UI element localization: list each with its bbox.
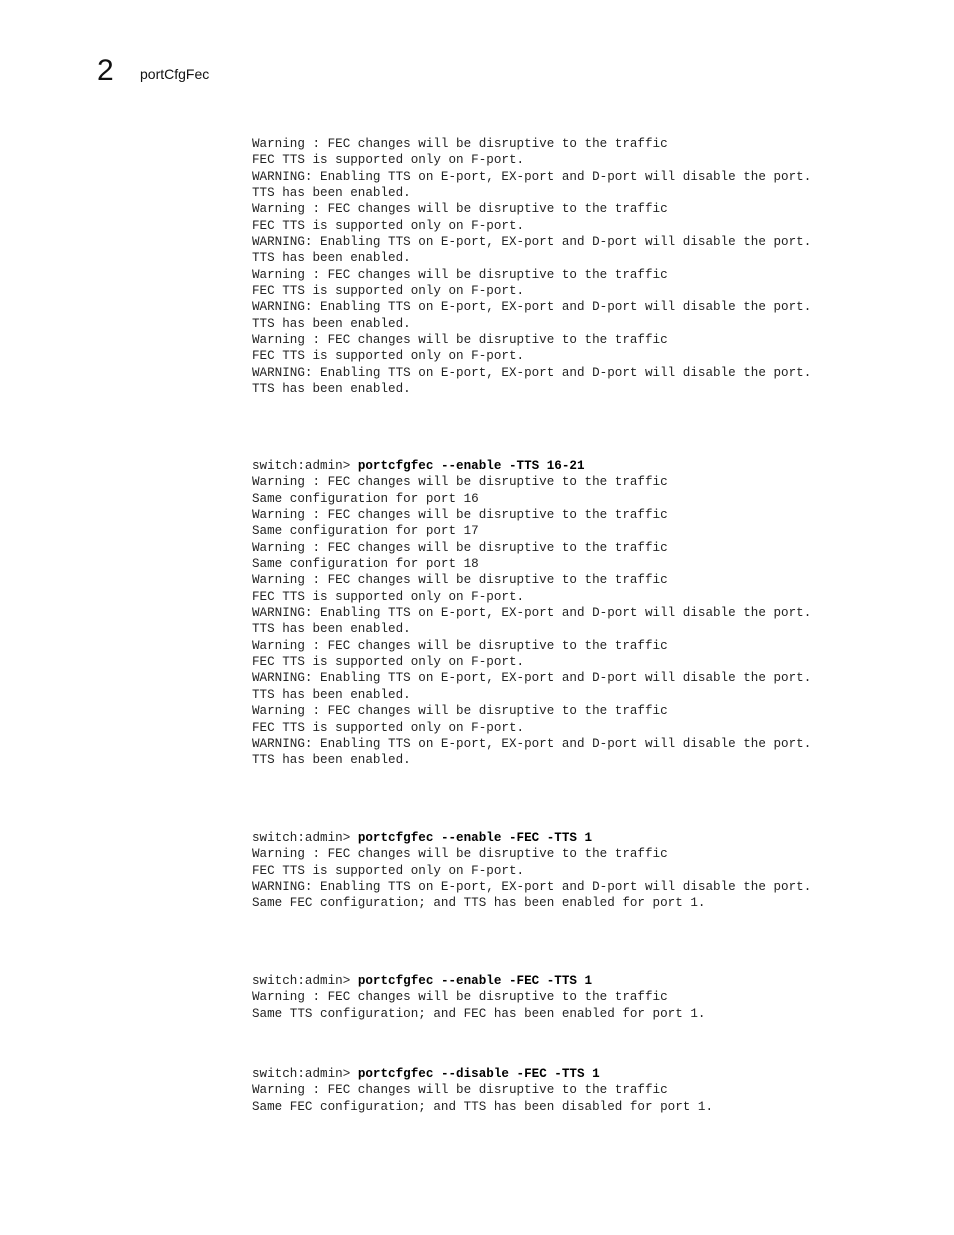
cli-example-block xyxy=(252,1066,892,1115)
output-line: WARNING: Enabling TTS on E-port, EX-port and D-port will disable the port. xyxy=(252,606,812,621)
output-line: Warning : FEC changes will be disruptive to the traffic xyxy=(252,573,668,588)
output-line: TTS has been enabled. xyxy=(252,251,411,266)
command-line xyxy=(252,1066,892,1082)
output-line: Warning : FEC changes will be disruptive to the traffic xyxy=(252,508,668,523)
output-line: Warning : FEC changes will be disruptive to the traffic xyxy=(252,540,668,555)
cli-command: portcfgfec --enable -FEC -TTS 1 xyxy=(357,974,593,988)
chapter-number: 2 xyxy=(97,54,114,87)
output-line: Same FEC configuration; and TTS has been enabled for port 1. xyxy=(252,896,706,911)
cli-example-block xyxy=(252,458,892,769)
output-line: TTS has been enabled. xyxy=(252,316,411,331)
output-line: WARNING: Enabling TTS on E-port, EX-port and D-port will disable the port. xyxy=(252,736,812,751)
cli-example-block xyxy=(252,136,892,398)
output-line: TTS has been enabled. xyxy=(252,186,411,201)
cli-example-block xyxy=(252,830,892,912)
output-line: FEC TTS is supported only on F-port. xyxy=(252,284,525,299)
output-line: WARNING: Enabling TTS on E-port, EX-port and D-port will disable the port. xyxy=(252,169,812,184)
output-line: WARNING: Enabling TTS on E-port, EX-port and D-port will disable the port. xyxy=(252,880,812,895)
output-line: Warning : FEC changes will be disruptive to the traffic xyxy=(252,202,668,217)
output-line: WARNING: Enabling TTS on E-port, EX-port and D-port will disable the port. xyxy=(252,300,812,315)
command-line xyxy=(252,973,892,989)
output-line: FEC TTS is supported only on F-port. xyxy=(252,589,525,604)
output-line: FEC TTS is supported only on F-port. xyxy=(252,349,525,364)
cli-command: portcfgfec --enable -FEC -TTS 1 xyxy=(357,831,593,845)
output-line: Same FEC configuration; and TTS has been disabled for port 1. xyxy=(252,1099,714,1114)
output-line: Warning : FEC changes will be disruptive to the traffic xyxy=(252,333,668,348)
output-line: Warning : FEC changes will be disruptive to the traffic xyxy=(252,475,668,490)
cli-prompt: switch:admin> xyxy=(252,1067,358,1081)
cli-command: portcfgfec --enable -TTS 16-21 xyxy=(357,459,585,473)
output-line: Same configuration for port 17 xyxy=(252,524,479,539)
section-title: portCfgFec xyxy=(140,66,210,82)
command-line xyxy=(252,458,892,474)
output-line: TTS has been enabled. xyxy=(252,622,411,637)
cli-prompt: switch:admin> xyxy=(252,459,358,473)
output-line: Warning : FEC changes will be disruptive to the traffic xyxy=(252,704,668,719)
output-line: WARNING: Enabling TTS on E-port, EX-port and D-port will disable the port. xyxy=(252,235,812,250)
output-line: Warning : FEC changes will be disruptive to the traffic xyxy=(252,847,668,862)
output-line: TTS has been enabled. xyxy=(252,687,411,702)
output-line: WARNING: Enabling TTS on E-port, EX-port and D-port will disable the port. xyxy=(252,671,812,686)
output-line: FEC TTS is supported only on F-port. xyxy=(252,863,525,878)
cli-prompt: switch:admin> xyxy=(252,831,358,845)
output-line: FEC TTS is supported only on F-port. xyxy=(252,218,525,233)
cli-example-block xyxy=(252,973,892,1022)
output-line: WARNING: Enabling TTS on E-port, EX-port and D-port will disable the port. xyxy=(252,365,812,380)
output-line: TTS has been enabled. xyxy=(252,382,411,397)
output-line: Warning : FEC changes will be disruptive to the traffic xyxy=(252,990,668,1005)
output-line: Warning : FEC changes will be disruptive to the traffic xyxy=(252,137,668,151)
output-line: Same configuration for port 18 xyxy=(252,557,479,572)
output-line: FEC TTS is supported only on F-port. xyxy=(252,720,525,735)
output-line: Same TTS configuration; and FEC has been enabled for port 1. xyxy=(252,1006,706,1021)
output-line: Warning : FEC changes will be disruptive to the traffic xyxy=(252,1083,668,1098)
output-line: FEC TTS is supported only on F-port. xyxy=(252,153,525,168)
output-line: Warning : FEC changes will be disruptive to the traffic xyxy=(252,267,668,282)
output-line: Same configuration for port 16 xyxy=(252,491,479,506)
output-line: TTS has been enabled. xyxy=(252,753,411,768)
output-line: FEC TTS is supported only on F-port. xyxy=(252,655,525,670)
output-line: Warning : FEC changes will be disruptive to the traffic xyxy=(252,638,668,653)
cli-prompt: switch:admin> xyxy=(252,974,358,988)
command-line xyxy=(252,830,892,846)
cli-command: portcfgfec --disable -FEC -TTS 1 xyxy=(357,1067,600,1081)
